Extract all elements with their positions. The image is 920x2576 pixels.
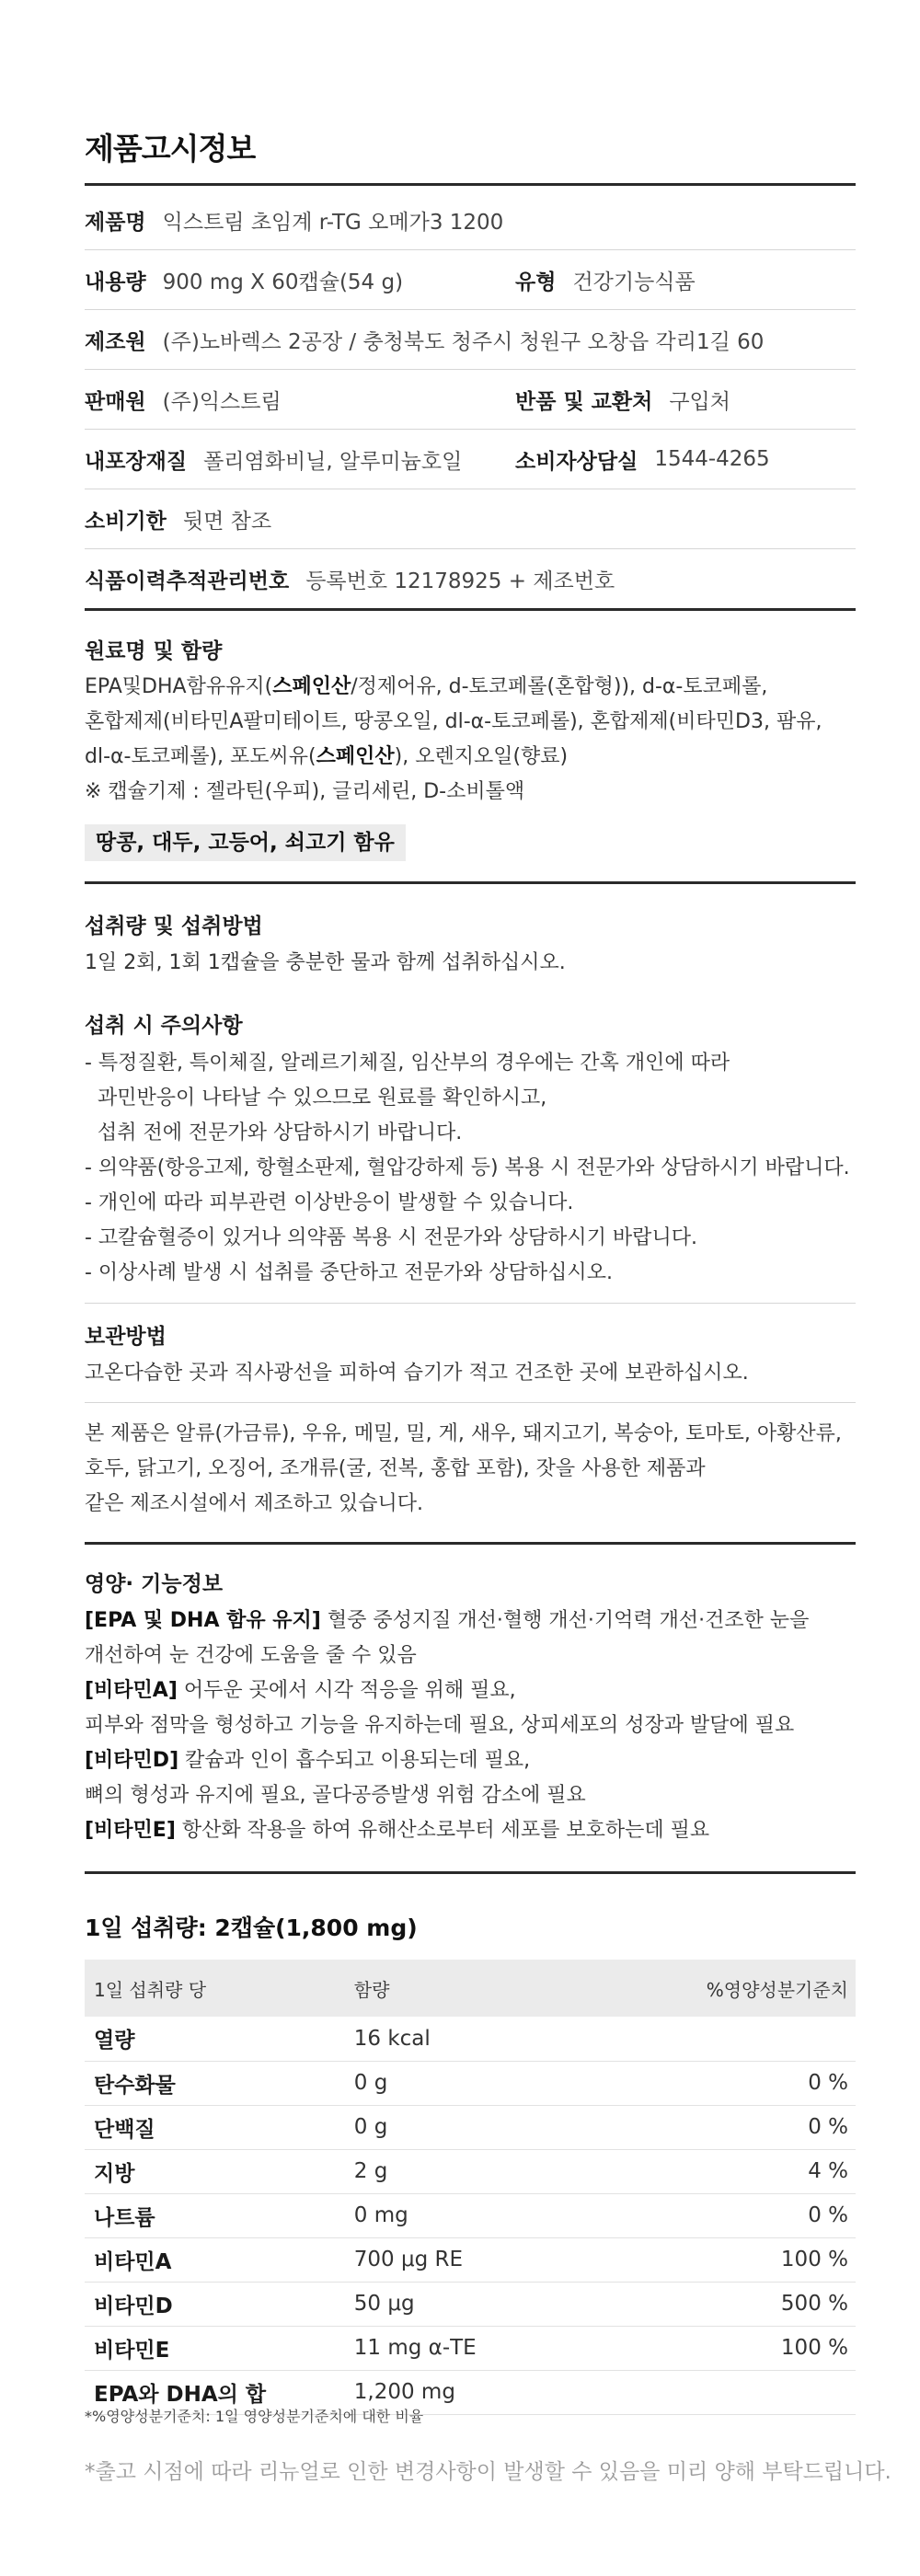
section-divider xyxy=(85,881,856,884)
daily-intake-title: 1일 섭취량: 2캡슐(1,800 mg) xyxy=(85,1915,418,1941)
header-amount: 함량 xyxy=(353,1978,390,2001)
manufacturer-label: 제조원 xyxy=(85,329,146,354)
packaging-label: 내포장재질 xyxy=(85,449,188,474)
page-title: 제품고시정보 xyxy=(85,131,256,167)
product-name-value: 익스트림 초임계 r-TG 오메가3 1200 xyxy=(162,210,504,235)
section-divider xyxy=(85,1542,856,1545)
ingredients-text: EPA및DHA함유유지(스페인산/정제어유, d-토코페롤(혼합형)), d-α-토코페롤, 혼합제제(비타민A팔미테이트, 땅콩오일, dl-α-토코페롤), 혼합제제(비타민D3, 팜유, dl-α-토코페롤), 포도씨유(스페인산), 오렌지오일(향료) ※ 캡슐기제 : 젤라틴(우피), 글리세린, D-소비톨액 xyxy=(85,670,856,810)
section-divider xyxy=(85,608,856,611)
type-label: 유형 xyxy=(515,270,557,294)
table-row: EPA와 DHA의 합 1,200 mg xyxy=(85,2370,856,2414)
header-per-serving: 1일 섭취량 당 xyxy=(94,1978,207,2001)
return-label: 반품 및 교환처 xyxy=(515,389,653,414)
info-row-capacity-type xyxy=(85,250,856,309)
expiry-label: 소비기한 xyxy=(85,509,167,534)
product-name-label: 제품명 xyxy=(85,210,146,235)
renewal-disclaimer: *출고 시점에 따라 리뉴얼로 인한 변경사항이 발생할 수 있음을 미리 양해 부탁드립니다. xyxy=(85,2460,891,2484)
title-divider xyxy=(85,183,856,186)
seller-label: 판매원 xyxy=(85,389,146,414)
table-row: 탄수화물 0 g 0 % xyxy=(85,2061,856,2105)
expiry-value: 뒷면 참조 xyxy=(182,509,272,534)
table-row: 비타민D 50 μg 500 % xyxy=(85,2282,856,2326)
function-info-text: [EPA 및 DHA 함유 유지] 혈중 중성지질 개선·혈행 개선·기억력 개선·건조한 눈을 개선하여 눈 건강에 도움을 줄 수 있음 [비타민A] 어두운 곳에서 시각 적응을 위해 필요, 피부와 점막을 형성하고 기능을 유지하는데 필요, 상피세포의 성장과 발달에 필요 [비타민D] 칼슘과 인이 흡수되고 이용되는데 필요, 뼈의 형성과 유지에 필요, 골다공증발생 위험 감소에 필요 [비타민E] 항산화 작용을 하여 유해산소로부터 세포를 보호하는데 필요 xyxy=(85,1609,810,1842)
consumer-center-phone: 1544-4265 xyxy=(654,447,770,471)
epa-dha-tag: [EPA 및 DHA 함유 유지] xyxy=(85,1609,321,1632)
info-row-packaging-consumer xyxy=(85,430,856,489)
facility-notice: 본 제품은 알류(가금류), 우유, 메밀, 밀, 게, 새우, 돼지고기, 복숭아, 토마토, 아황산류, 호두, 닭고기, 오징어, 조개류(굴, 전복, 홍합 포함), 잣을 사용한 제품과 같은 제조시설에서 제조하고 있습니다. xyxy=(85,1422,842,1515)
storage-text: 고온다습한 곳과 직사광선을 피하여 습기가 적고 건조한 곳에 보관하십시오. xyxy=(85,1362,749,1385)
section-divider xyxy=(85,1303,856,1304)
section-divider xyxy=(85,1402,856,1403)
traceability-label: 식품이력추적관리번호 xyxy=(85,569,290,593)
caution-list: - 특정질환, 특이체질, 알레르기체질, 임산부의 경우에는 간혹 개인에 따라 과민반응이 나타날 수 있으므로 원료를 확인하시고, 섭취 전에 전문가와 상담하시기 바랍니다. - 의약품(항응고제, 항혈소판제, 혈압강하제 등) 복용 시 전문가와 상담하시기 바랍니다. - 개인에 따라 피부관련 이상반응이 발생할 수 있습니다. - 고칼슘혈증이 있거나 의약품 복용 시 전문가와 상담하시기 바랍니다. - 이상사례 발생 시 섭취를 중단하고 전문가와 상담하십시오. xyxy=(85,1052,850,1284)
info-row-manufacturer xyxy=(85,310,856,369)
nutrition-table xyxy=(85,1960,856,2415)
header-daily-value: %영양성분기준치 xyxy=(706,1978,848,2001)
info-row-product-name xyxy=(85,190,856,249)
origin-highlight: 스페인산 xyxy=(316,745,395,768)
caution-title: 섭취 시 주의사항 xyxy=(85,1014,243,1038)
table-row: 열량 16 kcal xyxy=(85,2017,856,2061)
table-row: 단백질 0 g 0 % xyxy=(85,2105,856,2149)
section-divider xyxy=(85,1871,856,1874)
return-value: 구입처 xyxy=(669,389,730,414)
capsule-base-note: ※ 캡슐기제 : 젤라틴(우피), 글리세린, D-소비톨액 xyxy=(85,780,525,803)
vitamin-e-tag: [비타민E] xyxy=(85,1819,176,1842)
capacity-label: 내용량 xyxy=(85,270,146,294)
info-row-traceability xyxy=(85,549,856,608)
info-row-seller-return xyxy=(85,370,856,429)
dosage-text: 1일 2회, 1회 1캡슐을 충분한 물과 함께 섭취하십시오. xyxy=(85,951,566,974)
manufacturer-value: (주)노바렉스 2공장 / 충청북도 청주시 청원구 오창읍 각리1길 60 xyxy=(162,329,765,354)
table-row: 나트륨 0 mg 0 % xyxy=(85,2193,856,2237)
function-info-title: 영양· 기능정보 xyxy=(85,1572,224,1596)
vitamin-a-tag: [비타민A] xyxy=(85,1679,178,1702)
table-row: 비타민E 11 mg α-TE 100 % xyxy=(85,2326,856,2370)
nutrition-header-row xyxy=(85,1960,856,2017)
allergy-badge: 땅콩, 대두, 고등어, 쇠고기 함유 xyxy=(85,824,406,861)
ingredients-title: 원료명 및 함량 xyxy=(85,639,223,663)
daily-value-footnote: *%영양성분기준치: 1일 영양성분기준치에 대한 비율 xyxy=(85,2408,424,2425)
vitamin-d-tag: [비타민D] xyxy=(85,1749,179,1772)
traceability-value: 등록번호 12178925 + 제조번호 xyxy=(305,569,615,593)
table-row: 비타민A 700 μg RE 100 % xyxy=(85,2237,856,2282)
consumer-center-label: 소비자상담실 xyxy=(515,449,638,474)
table-row: 지방 2 g 4 % xyxy=(85,2149,856,2193)
origin-highlight: 스페인산 xyxy=(272,675,351,698)
seller-value: (주)익스트림 xyxy=(162,389,282,414)
dosage-title: 섭취량 및 섭취방법 xyxy=(85,914,263,938)
storage-title: 보관방법 xyxy=(85,1325,167,1349)
type-value: 건강기능식품 xyxy=(572,270,696,294)
info-row-expiry xyxy=(85,489,856,548)
packaging-value: 폴리염화비닐, 알루미늄호일 xyxy=(203,449,463,474)
capacity-value: 900 mg X 60캡슐(54 g) xyxy=(162,270,404,294)
